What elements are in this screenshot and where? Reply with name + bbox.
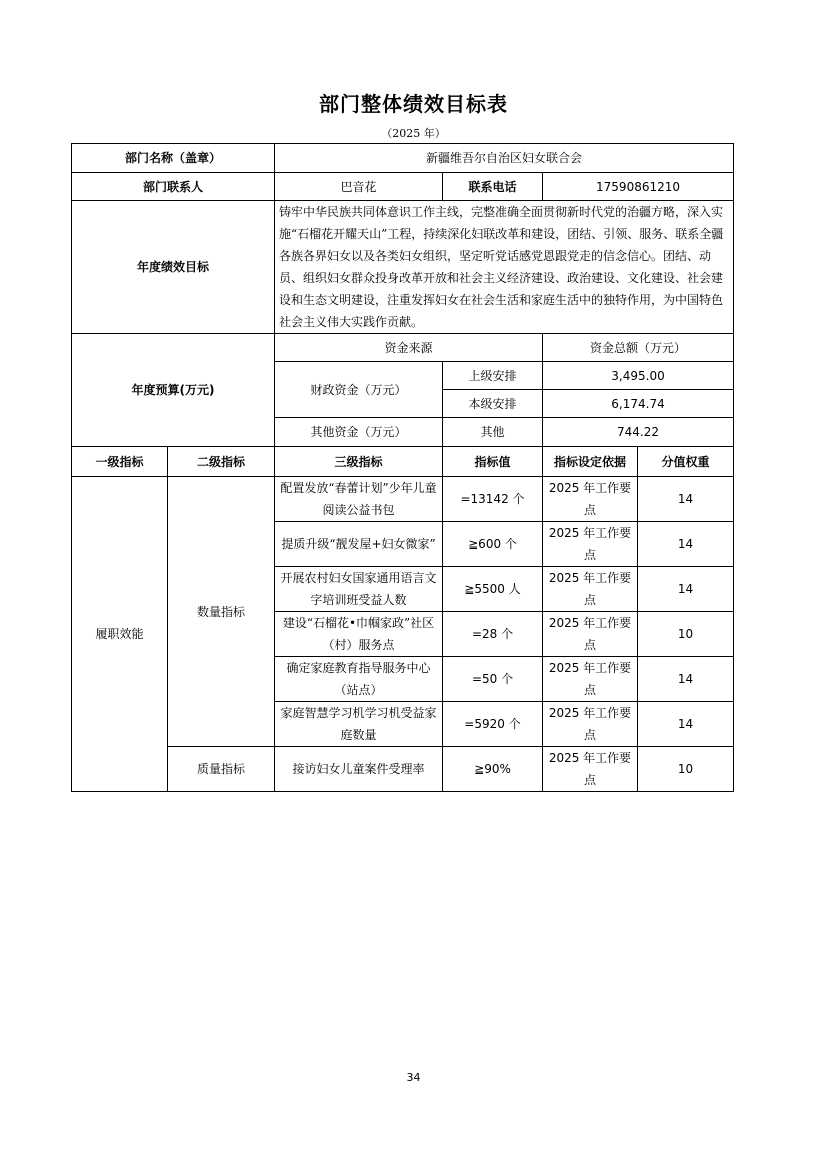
page-title: 部门整体绩效目标表 bbox=[319, 92, 508, 116]
phone-value: 17590861210 bbox=[543, 173, 734, 201]
contact-label: 部门联系人 bbox=[72, 173, 275, 201]
goal-row bbox=[72, 201, 734, 334]
header-l1: 一级指标 bbox=[72, 447, 168, 477]
l3-cell: 确定家庭教育指导服务中心（站点） bbox=[275, 657, 443, 702]
quantity-label: 数量指标 bbox=[168, 477, 275, 747]
budget-header-row bbox=[72, 334, 734, 362]
value-cell: =5920 个 bbox=[443, 702, 543, 747]
upper-label: 上级安排 bbox=[443, 362, 543, 390]
dept-value: 新疆维吾尔自治区妇女联合会 bbox=[275, 144, 734, 173]
contact-name: 巴音花 bbox=[275, 173, 443, 201]
l1-name: 履职效能 bbox=[72, 477, 168, 792]
l3-cell: 建设“石榴花•巾帼家政”社区（村）服务点 bbox=[275, 612, 443, 657]
l3-cell: 家庭智慧学习机学习机受益家庭数量 bbox=[275, 702, 443, 747]
l3-cell: 接访妇女儿童案件受理率 bbox=[275, 747, 443, 792]
local-label: 本级安排 bbox=[443, 390, 543, 418]
phone-label: 联系电话 bbox=[443, 173, 543, 201]
weight-cell: 14 bbox=[638, 657, 734, 702]
total-header: 资金总额（万元） bbox=[543, 334, 734, 362]
page-number: 34 bbox=[406, 1071, 421, 1084]
value-cell: ≧5500 人 bbox=[443, 567, 543, 612]
fiscal-label: 财政资金（万元） bbox=[275, 362, 443, 418]
indicator-header-row bbox=[72, 447, 734, 477]
dept-row bbox=[72, 144, 734, 173]
header-value: 指标值 bbox=[443, 447, 543, 477]
budget-label: 年度预算(万元) bbox=[72, 334, 275, 447]
weight-cell: 14 bbox=[638, 522, 734, 567]
header-l2: 二级指标 bbox=[168, 447, 275, 477]
l3-cell: 开展农村妇女国家通用语言文字培训班受益人数 bbox=[275, 567, 443, 612]
weight-cell: 14 bbox=[638, 702, 734, 747]
weight-cell: 10 bbox=[638, 612, 734, 657]
table-row bbox=[72, 477, 734, 522]
goal-label: 年度绩效目标 bbox=[72, 201, 275, 334]
quality-label: 质量指标 bbox=[168, 747, 275, 792]
basis-cell: 2025 年工作要点 bbox=[543, 477, 638, 522]
weight-cell: 14 bbox=[638, 567, 734, 612]
l3-cell: 提质升级“靓发屋+妇女微家” bbox=[275, 522, 443, 567]
upper-value: 3,495.00 bbox=[543, 362, 734, 390]
value-cell: =13142 个 bbox=[443, 477, 543, 522]
basis-cell: 2025 年工作要点 bbox=[543, 702, 638, 747]
basis-cell: 2025 年工作要点 bbox=[543, 567, 638, 612]
basis-cell: 2025 年工作要点 bbox=[543, 612, 638, 657]
other-value: 744.22 bbox=[543, 418, 734, 447]
basis-cell: 2025 年工作要点 bbox=[543, 747, 638, 792]
goal-text: 铸牢中华民族共同体意识工作主线，完整准确全面贯彻新时代党的治疆方略，深入实施“石榴花开耀天山”工程，持续深化妇联改革和建设，团结、引领、服务、联系全疆各族各界妇女以及各类妇女组织，坚定听党话感党恩跟党走的信念信心。团结、动员、组织妇女群众投身改革开放和社会主义经济建设、政治建设、文化建设、社会建设和生态文明建设，注重发挥妇女在社会生活和家庭生活中的独特作用，为中国特色社会主义伟大实践作贡献。 bbox=[275, 201, 734, 334]
weight-cell: 10 bbox=[638, 747, 734, 792]
basis-cell: 2025 年工作要点 bbox=[543, 657, 638, 702]
basis-cell: 2025 年工作要点 bbox=[543, 522, 638, 567]
dept-label: 部门名称（盖章） bbox=[72, 144, 275, 173]
l3-cell: 配置发放“春蕾计划”少年儿童阅读公益书包 bbox=[275, 477, 443, 522]
header-weight: 分值权重 bbox=[638, 447, 734, 477]
table-row bbox=[72, 747, 734, 792]
year-label: （2025 年） bbox=[381, 127, 446, 140]
local-value: 6,174.74 bbox=[543, 390, 734, 418]
value-cell: ≧600 个 bbox=[443, 522, 543, 567]
weight-cell: 14 bbox=[638, 477, 734, 522]
contact-row bbox=[72, 173, 734, 201]
value-cell: =50 个 bbox=[443, 657, 543, 702]
header-l3: 三级指标 bbox=[275, 447, 443, 477]
source-header: 资金来源 bbox=[275, 334, 543, 362]
value-cell: =28 个 bbox=[443, 612, 543, 657]
value-cell: ≧90% bbox=[443, 747, 543, 792]
other-label: 其他资金（万元） bbox=[275, 418, 443, 447]
header-basis: 指标设定依据 bbox=[543, 447, 638, 477]
other-sub-label: 其他 bbox=[443, 418, 543, 447]
performance-table bbox=[71, 143, 734, 792]
